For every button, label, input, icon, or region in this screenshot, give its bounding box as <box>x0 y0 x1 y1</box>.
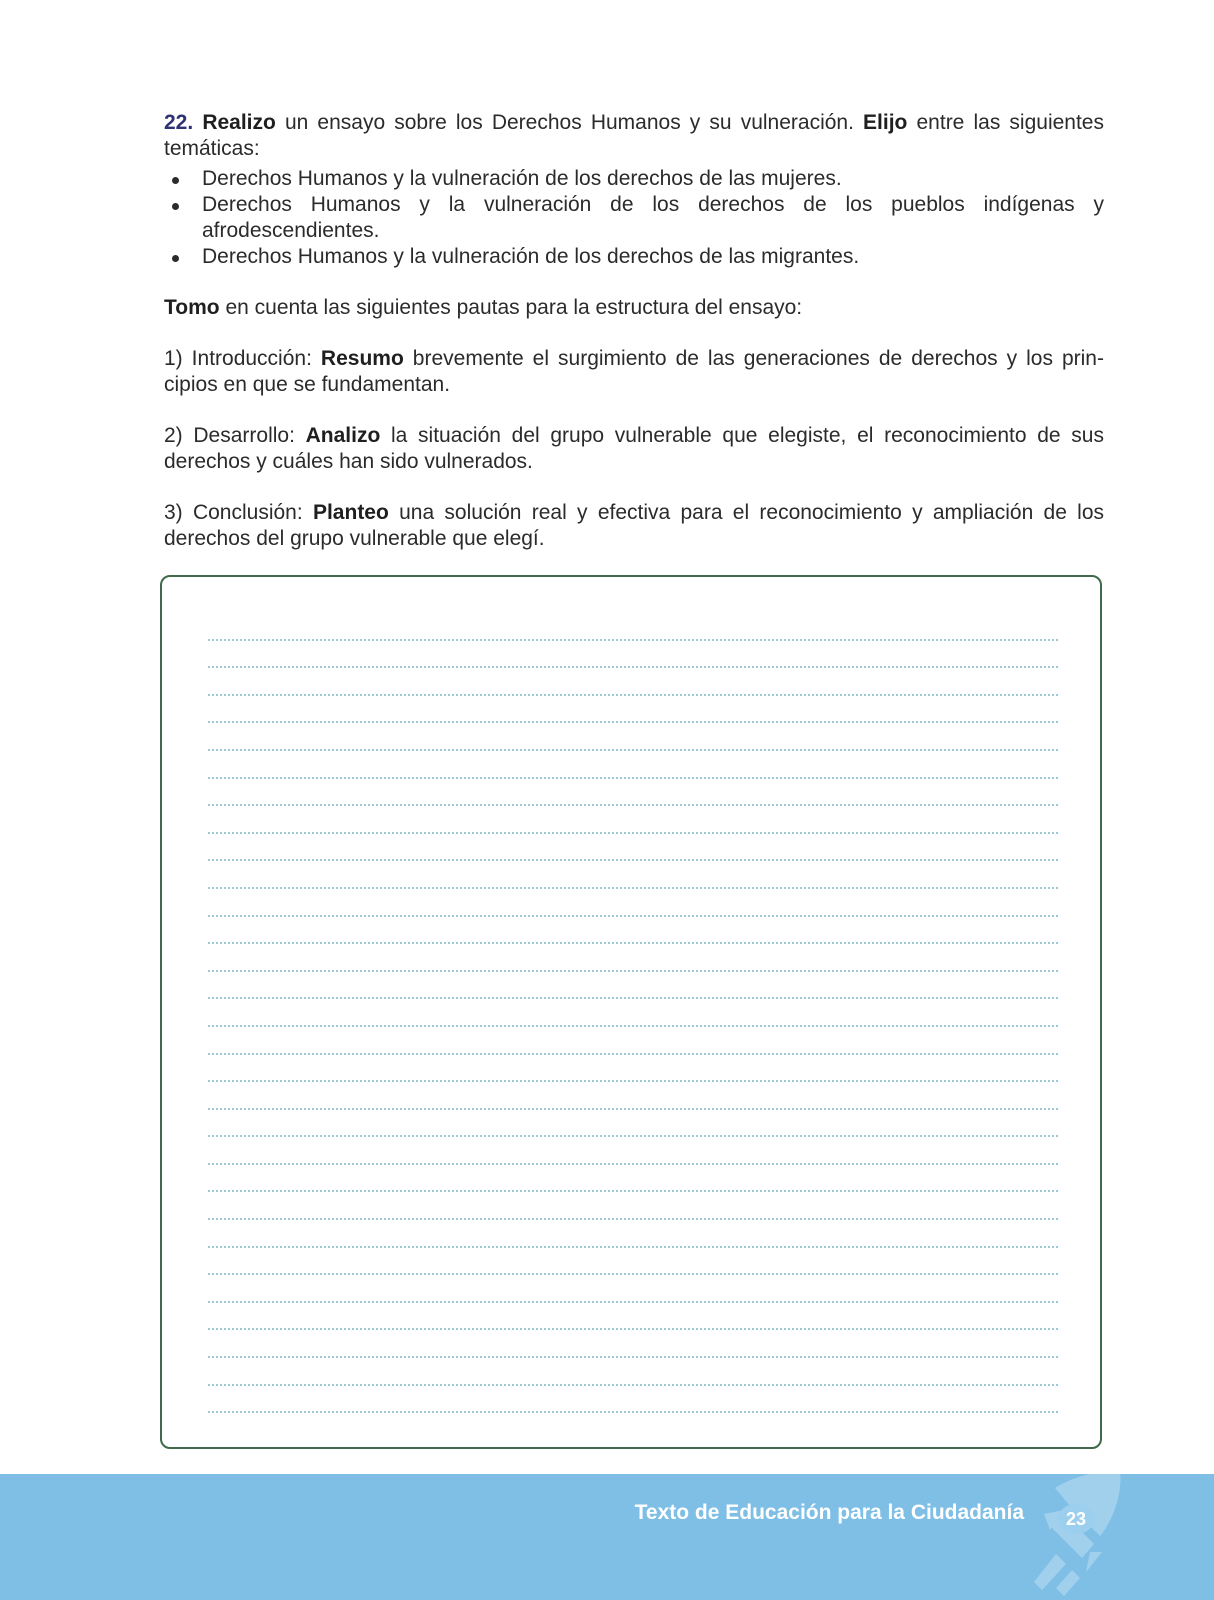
writing-line[interactable] <box>208 1027 1058 1055</box>
writing-line[interactable] <box>208 1275 1058 1303</box>
writing-lines[interactable] <box>208 613 1058 1413</box>
writing-line[interactable] <box>208 723 1058 751</box>
writing-line[interactable] <box>208 999 1058 1027</box>
writing-line[interactable] <box>208 1082 1058 1110</box>
writing-line[interactable] <box>208 1303 1058 1331</box>
step-text: brevemente el surgimiento de las generaciones de derechos y los principios en que se fundamentan. <box>164 347 1104 396</box>
writing-line[interactable] <box>208 834 1058 862</box>
step-label: 2) Desarrollo: <box>164 424 306 447</box>
writing-line[interactable] <box>208 944 1058 972</box>
activity-intro <box>164 110 1104 162</box>
writing-line[interactable] <box>208 1330 1058 1358</box>
writing-line[interactable] <box>208 1248 1058 1276</box>
activity-content <box>164 110 1104 552</box>
writing-line[interactable] <box>208 696 1058 724</box>
intro-end: entre las siguientes temáticas: <box>164 111 1104 160</box>
writing-line[interactable] <box>208 1110 1058 1138</box>
topic-item: Derechos Humanos y la vulneración de los derechos de las mujeres. <box>164 166 1104 192</box>
step-verb: Planteo <box>312 501 389 524</box>
guidelines-rest: en cuenta las siguientes pautas para la estructura del ensayo: <box>219 296 803 319</box>
step-text: la situación del grupo vulnerable que elegiste, el reconocimiento de sus derechos y cuáles han sido vulnerados. <box>164 424 1104 473</box>
step-conclusion <box>164 500 1104 552</box>
step-text: una solución real y efectiva para el reconocimiento y ampliación de los derechos del grupo vulnerable que elegí. <box>164 501 1105 550</box>
topic-list <box>164 166 1104 270</box>
writing-line[interactable] <box>208 1055 1058 1083</box>
topic-item: Derechos Humanos y la vulneración de los derechos de las migrantes. <box>164 244 1104 270</box>
writing-line[interactable] <box>208 1220 1058 1248</box>
writing-line[interactable] <box>208 1137 1058 1165</box>
writing-line[interactable] <box>208 972 1058 1000</box>
topic-item: Derechos Humanos y la vulneración de los derechos de los pueblos indígenas y afrodescendientes. <box>164 192 1104 244</box>
writing-line[interactable] <box>208 779 1058 807</box>
writing-line[interactable] <box>208 1192 1058 1220</box>
writing-line[interactable] <box>208 751 1058 779</box>
writing-line[interactable] <box>208 917 1058 945</box>
step-verb: Resumo <box>320 347 404 370</box>
intro-verb: Realizo <box>202 111 276 134</box>
step-label: 3) Conclusión: <box>164 501 313 524</box>
writing-line[interactable] <box>208 861 1058 889</box>
writing-line[interactable] <box>208 668 1058 696</box>
choose-verb: Elijo <box>863 111 908 134</box>
writing-line[interactable] <box>208 1386 1058 1414</box>
guidelines-intro <box>164 295 1104 321</box>
writing-line[interactable] <box>208 806 1058 834</box>
writing-line[interactable] <box>208 641 1058 669</box>
writing-line[interactable] <box>208 1165 1058 1193</box>
step-development <box>164 423 1104 475</box>
step-label: 1) Introducción: <box>164 347 321 370</box>
writing-line[interactable] <box>208 1358 1058 1386</box>
answer-box[interactable] <box>160 575 1102 1449</box>
guidelines-verb: Tomo <box>164 296 220 319</box>
step-introduction <box>164 346 1104 398</box>
footer-book-title: Texto de Educación para la Ciudadanía <box>634 1501 1024 1524</box>
activity-number: 22. <box>164 111 194 134</box>
step-verb: Analizo <box>305 424 381 447</box>
page-number: 23 <box>1058 1504 1094 1534</box>
writing-line[interactable] <box>208 613 1058 641</box>
intro-mid: un ensayo sobre los Derechos Humanos y su vulneración. <box>275 111 864 134</box>
page-footer <box>0 1474 1214 1600</box>
writing-line[interactable] <box>208 889 1058 917</box>
rocket-icon <box>1020 1474 1214 1600</box>
